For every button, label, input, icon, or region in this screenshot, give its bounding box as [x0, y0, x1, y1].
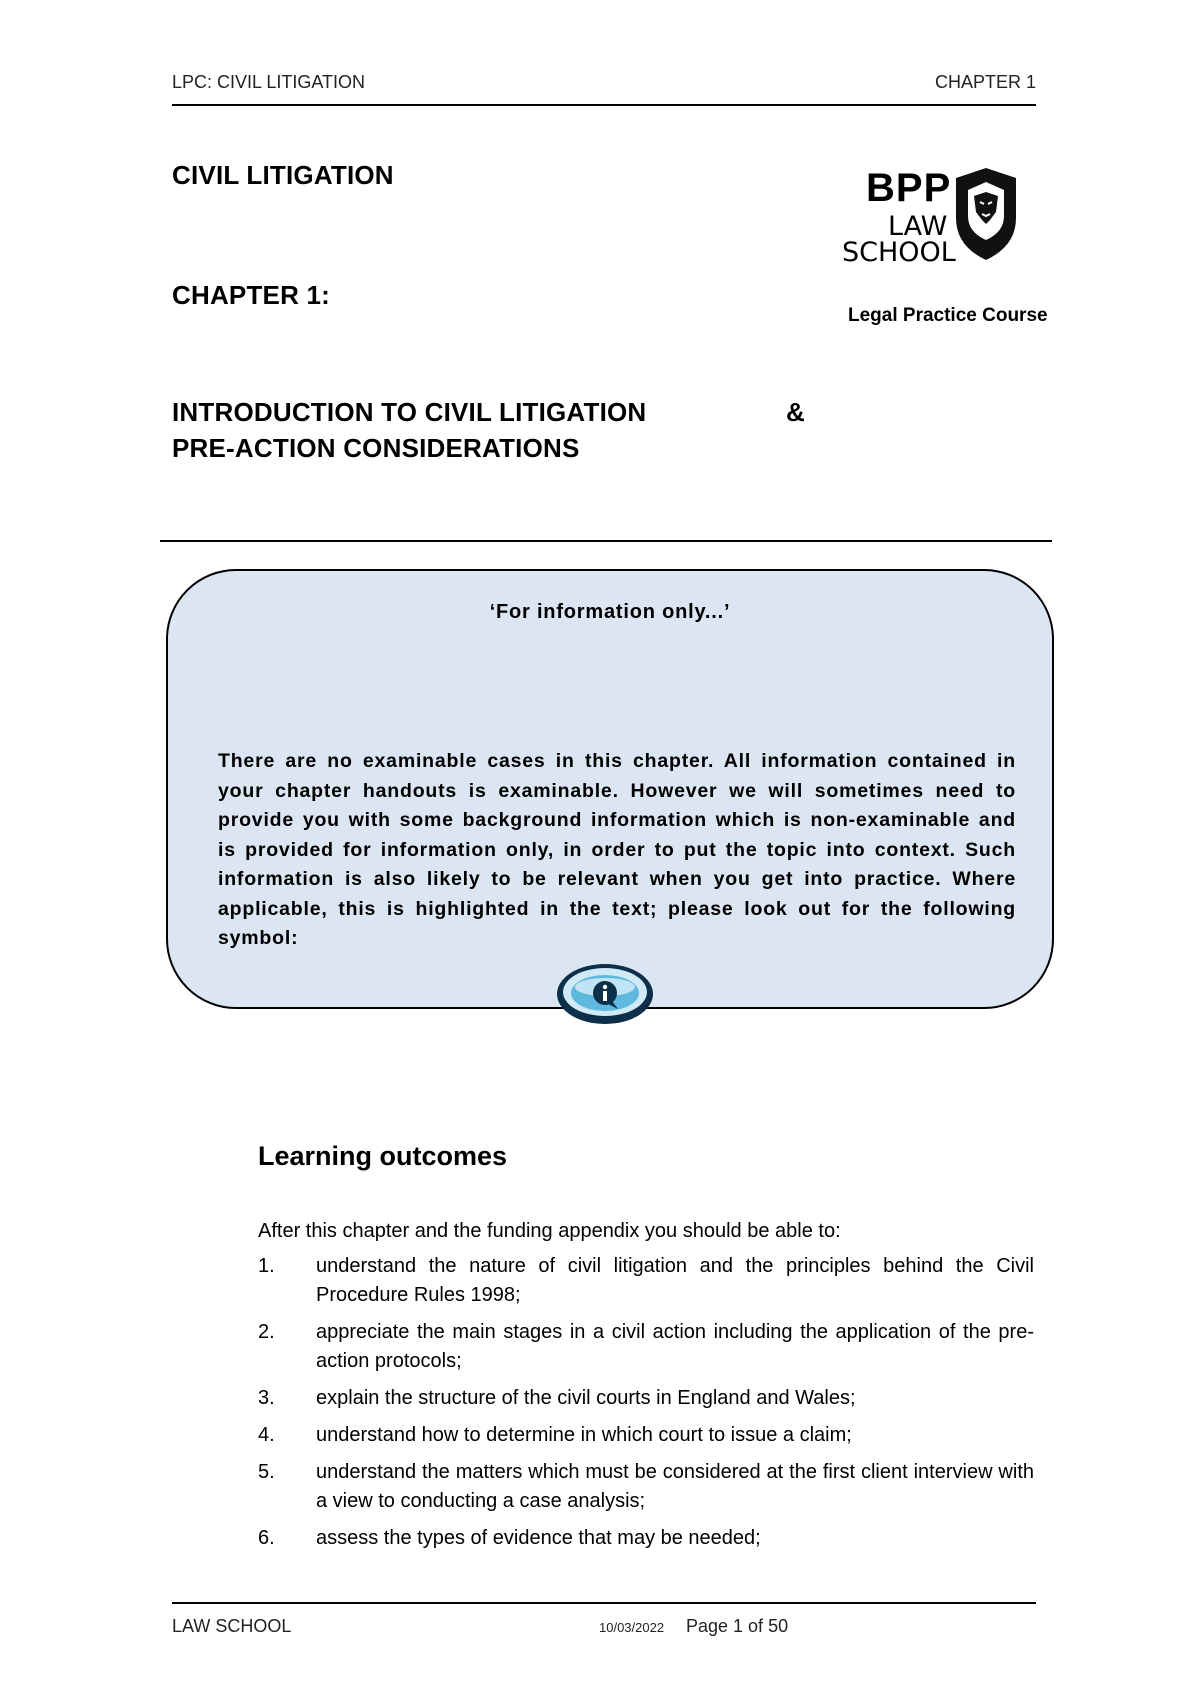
- header-rule: [172, 104, 1036, 106]
- logo-bpp-text: BPP: [866, 166, 952, 210]
- list-item-text: understand the nature of civil litigation and the principles behind the Civil Procedure Rules 1998;: [316, 1255, 1034, 1306]
- info-box-title: ‘For information only...’: [489, 601, 731, 623]
- info-callout-box: [166, 569, 1054, 1009]
- chapter-title-amp: &: [786, 397, 805, 427]
- learning-outcomes-intro: After this chapter and the funding appendix you should be able to:: [258, 1220, 841, 1242]
- list-item: [258, 1421, 1034, 1450]
- section-rule: [160, 540, 1052, 542]
- list-item-number: 3.: [258, 1387, 275, 1409]
- list-item: [258, 1318, 1034, 1376]
- logo-school-text: SCHOOL: [842, 237, 956, 268]
- learning-outcomes-heading: Learning outcomes: [258, 1141, 508, 1171]
- list-item: [258, 1524, 1034, 1553]
- footer-left: LAW SCHOOL: [172, 1616, 292, 1636]
- lion-shield-icon: [952, 166, 1020, 262]
- footer-page-number: Page 1 of 50: [686, 1616, 789, 1636]
- list-item-text: assess the types of evidence that may be needed;: [316, 1527, 761, 1549]
- list-item-text: explain the structure of the civil courts in England and Wales;: [316, 1387, 856, 1409]
- list-item-number: 6.: [258, 1527, 275, 1549]
- logo-caption: Legal Practice Course: [848, 305, 1048, 326]
- info-box-body: There are no examinable cases in this chapter. All information contained in your chapter handouts is examinable. However we will sometimes need to provide you with some background information which is non-examinable and is provided for information only, in order to put the topic into context. Such information is also likely to be relevant when you get into practice. Where applicable, this is highlighted in the text; please look out for the following symbol:: [218, 750, 1016, 949]
- footer-date: 10/03/2022: [599, 1620, 665, 1635]
- information-symbol-icon: [554, 961, 656, 1027]
- list-item-number: 4.: [258, 1424, 275, 1446]
- list-item-number: 2.: [258, 1321, 275, 1343]
- list-item-number: 1.: [258, 1255, 275, 1277]
- list-item-text: understand the matters which must be considered at the first client interview with a view to conducting a case analysis;: [316, 1461, 1034, 1512]
- chapter-title-line1: INTRODUCTION TO CIVIL LITIGATION: [172, 397, 647, 427]
- list-item: [258, 1252, 1034, 1310]
- header-right: CHAPTER 1: [934, 72, 1036, 92]
- bpp-logo: [838, 160, 1038, 270]
- learning-outcomes-list: [258, 1252, 1034, 1561]
- chapter-title-line2: PRE-ACTION CONSIDERATIONS: [172, 433, 580, 463]
- list-item: [258, 1384, 1034, 1413]
- logo-law-text: LAW: [888, 211, 948, 242]
- chapter-label: CHAPTER 1:: [172, 280, 331, 310]
- header-left: LPC: CIVIL LITIGATION: [172, 72, 366, 92]
- footer-rule: [172, 1602, 1036, 1604]
- list-item-number: 5.: [258, 1461, 275, 1483]
- list-item-text: understand how to determine in which court to issue a claim;: [316, 1424, 852, 1446]
- doc-title: CIVIL LITIGATION: [172, 160, 394, 190]
- list-item: [258, 1458, 1034, 1516]
- list-item-text: appreciate the main stages in a civil action including the application of the pre-action protocols;: [316, 1321, 1034, 1372]
